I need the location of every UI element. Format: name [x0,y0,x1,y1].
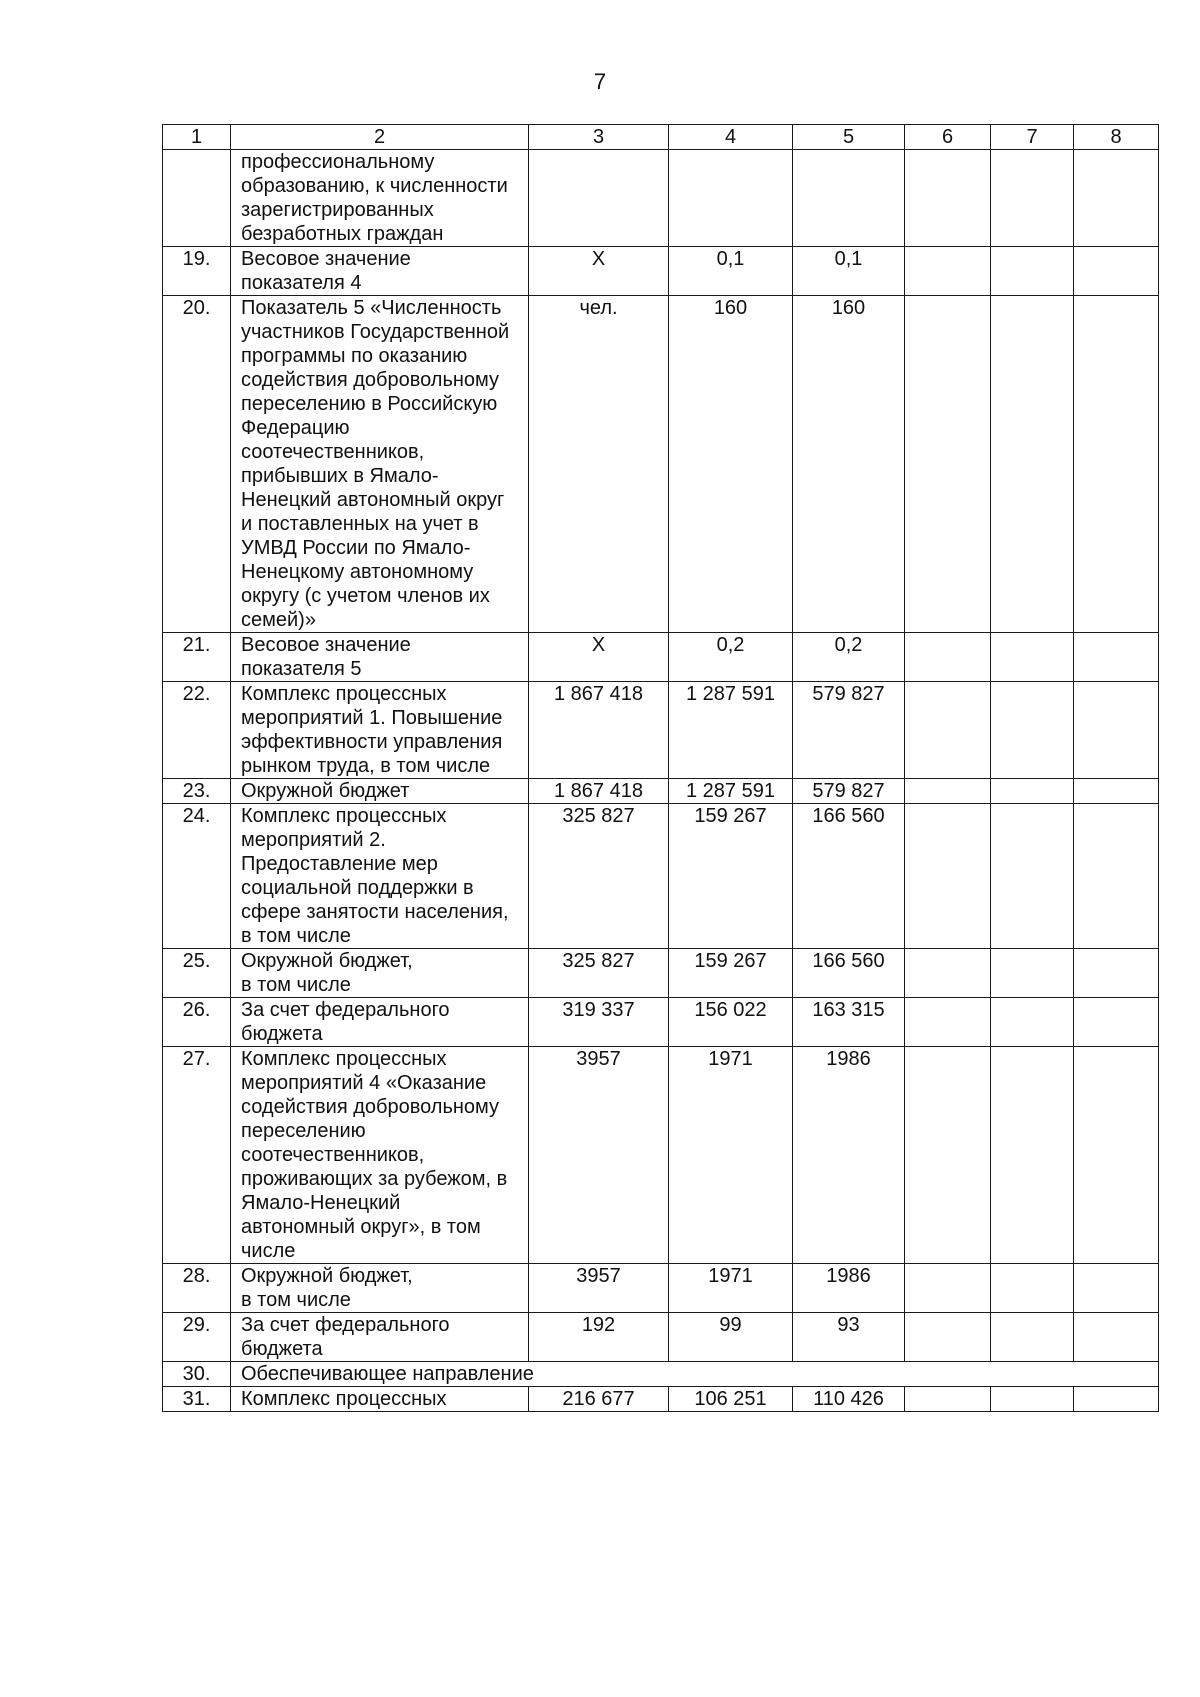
value-cell-c5: 579 827 [793,682,905,779]
value-cell-c3: 1 867 418 [529,682,669,779]
value-cell-c4: 159 267 [669,804,793,949]
value-cell-c6 [905,150,991,247]
value-cell-c3: 325 827 [529,949,669,998]
value-cell-c7 [991,150,1074,247]
value-cell-c7 [991,1313,1074,1362]
value-cell-c5: 110 426 [793,1387,905,1412]
value-cell-c4: 156 022 [669,998,793,1047]
value-cell-c3: 3957 [529,1264,669,1313]
row-number: 27. [163,1047,231,1264]
indicators-table [162,124,1159,1412]
table-row [163,1264,1159,1313]
row-name: Весовое значение показателя 4 [231,247,529,296]
value-cell-c8 [1074,804,1159,949]
value-cell-c4: 1971 [669,1047,793,1264]
value-cell-c8 [1074,998,1159,1047]
value-cell-c6 [905,779,991,804]
value-cell-c7 [991,247,1074,296]
value-cell-c3: 192 [529,1313,669,1362]
value-cell-c6 [905,1313,991,1362]
header-cell: 7 [991,125,1074,150]
value-cell-c7 [991,804,1074,949]
value-cell-c7 [991,1047,1074,1264]
row-number: 26. [163,998,231,1047]
value-cell-c5: 166 560 [793,804,905,949]
value-cell-c4: 99 [669,1313,793,1362]
row-name: Комплекс процессных [231,1387,529,1412]
value-cell-c3: 3957 [529,1047,669,1264]
table-row [163,1387,1159,1412]
value-cell-c8 [1074,949,1159,998]
value-cell-c7 [991,296,1074,633]
row-number: 21. [163,633,231,682]
value-cell-c4: 0,1 [669,247,793,296]
row-number: 30. [163,1362,231,1387]
value-cell-c7 [991,633,1074,682]
value-cell-c6 [905,1264,991,1313]
table-row [163,998,1159,1047]
table-row [163,150,1159,247]
value-cell-c6 [905,1387,991,1412]
page-number: 7 [593,69,607,94]
row-number: 23. [163,779,231,804]
row-number: 22. [163,682,231,779]
row-name: Окружной бюджет, в том числе [231,1264,529,1313]
value-cell-c4: 106 251 [669,1387,793,1412]
row-number: 28. [163,1264,231,1313]
value-cell-c7 [991,1264,1074,1313]
value-cell-c6 [905,247,991,296]
value-cell-c6 [905,998,991,1047]
value-cell-c4: 159 267 [669,949,793,998]
table-row [163,804,1159,949]
row-name: Комплекс процессных мероприятий 4 «Оказание содействия добровольному переселению соотечественников, проживающих за рубежом, в Ямало-Ненецкий автономный округ», в том числе [231,1047,529,1264]
value-cell-c7 [991,998,1074,1047]
header-row [163,125,1159,150]
value-cell-c5: 579 827 [793,779,905,804]
value-cell-c8 [1074,150,1159,247]
value-cell-c8 [1074,1047,1159,1264]
value-cell-c4: 1 287 591 [669,682,793,779]
value-cell-c6 [905,296,991,633]
value-cell-c3: 325 827 [529,804,669,949]
row-name: За счет федерального бюджета [231,1313,529,1362]
value-cell-c6 [905,804,991,949]
value-cell-c8 [1074,682,1159,779]
table-row [163,1362,1159,1387]
value-cell-c3: 319 337 [529,998,669,1047]
value-cell-c6 [905,682,991,779]
value-cell-c8 [1074,296,1159,633]
value-cell-c7 [991,1387,1074,1412]
value-cell-c5: 0,2 [793,633,905,682]
value-cell-c8 [1074,1313,1159,1362]
row-name: Обеспечивающее направление [231,1362,1159,1387]
header-cell: 5 [793,125,905,150]
table-row [163,247,1159,296]
row-name: За счет федерального бюджета [231,998,529,1047]
row-number [163,150,231,247]
header-cell: 3 [529,125,669,150]
value-cell-c6 [905,1047,991,1264]
table-row [163,1047,1159,1264]
value-cell-c8 [1074,633,1159,682]
header-cell: 4 [669,125,793,150]
value-cell-c6 [905,949,991,998]
row-name: профессиональному образованию, к численности зарегистрированных безработных граждан [231,150,529,247]
value-cell-c8 [1074,779,1159,804]
value-cell-c5: 163 315 [793,998,905,1047]
row-number: 19. [163,247,231,296]
value-cell-c5: 166 560 [793,949,905,998]
value-cell-c8 [1074,1387,1159,1412]
row-name: Окружной бюджет, в том числе [231,949,529,998]
value-cell-c4: 1 287 591 [669,779,793,804]
value-cell-c4: 160 [669,296,793,633]
value-cell-c6 [905,633,991,682]
row-name: Окружной бюджет [231,779,529,804]
table-row [163,633,1159,682]
value-cell-c7 [991,682,1074,779]
row-number: 20. [163,296,231,633]
value-cell-c4: 0,2 [669,633,793,682]
value-cell-c4 [669,150,793,247]
header-cell: 6 [905,125,991,150]
value-cell-c8 [1074,1264,1159,1313]
row-name: Весовое значение показателя 5 [231,633,529,682]
value-cell-c5: 160 [793,296,905,633]
value-cell-c3: 216 677 [529,1387,669,1412]
header-cell: 1 [163,125,231,150]
row-name: Комплекс процессных мероприятий 1. Повышение эффективности управления рынком труда, в том числе [231,682,529,779]
value-cell-c3 [529,150,669,247]
table-row [163,682,1159,779]
header-cell: 2 [231,125,529,150]
value-cell-c7 [991,779,1074,804]
value-cell-c7 [991,949,1074,998]
row-number: 25. [163,949,231,998]
value-cell-c3: 1 867 418 [529,779,669,804]
row-name: Комплекс процессных мероприятий 2. Предоставление мер социальной поддержки в сфере занятости населения, в том числе [231,804,529,949]
row-number: 24. [163,804,231,949]
table-row [163,296,1159,633]
value-cell-c4: 1971 [669,1264,793,1313]
row-number: 29. [163,1313,231,1362]
value-cell-c5 [793,150,905,247]
table-row [163,1313,1159,1362]
value-cell-c5: 93 [793,1313,905,1362]
row-number: 31. [163,1387,231,1412]
row-name: Показатель 5 «Численность участников Государственной программы по оказанию содействия добровольному переселению в Российскую Федерацию соотечественников, прибывших в Ямало-Ненецкий автономный округ и поставленных на учет в УМВД России по Ямало-Ненецкому автономному округу (с учетом членов их семей)» [231,296,529,633]
value-cell-c5: 1986 [793,1264,905,1313]
value-cell-c8 [1074,247,1159,296]
table-row [163,779,1159,804]
value-cell-c3: чел. [529,296,669,633]
table-row [163,949,1159,998]
value-cell-c3: X [529,633,669,682]
value-cell-c5: 0,1 [793,247,905,296]
value-cell-c3: X [529,247,669,296]
header-cell: 8 [1074,125,1159,150]
value-cell-c5: 1986 [793,1047,905,1264]
